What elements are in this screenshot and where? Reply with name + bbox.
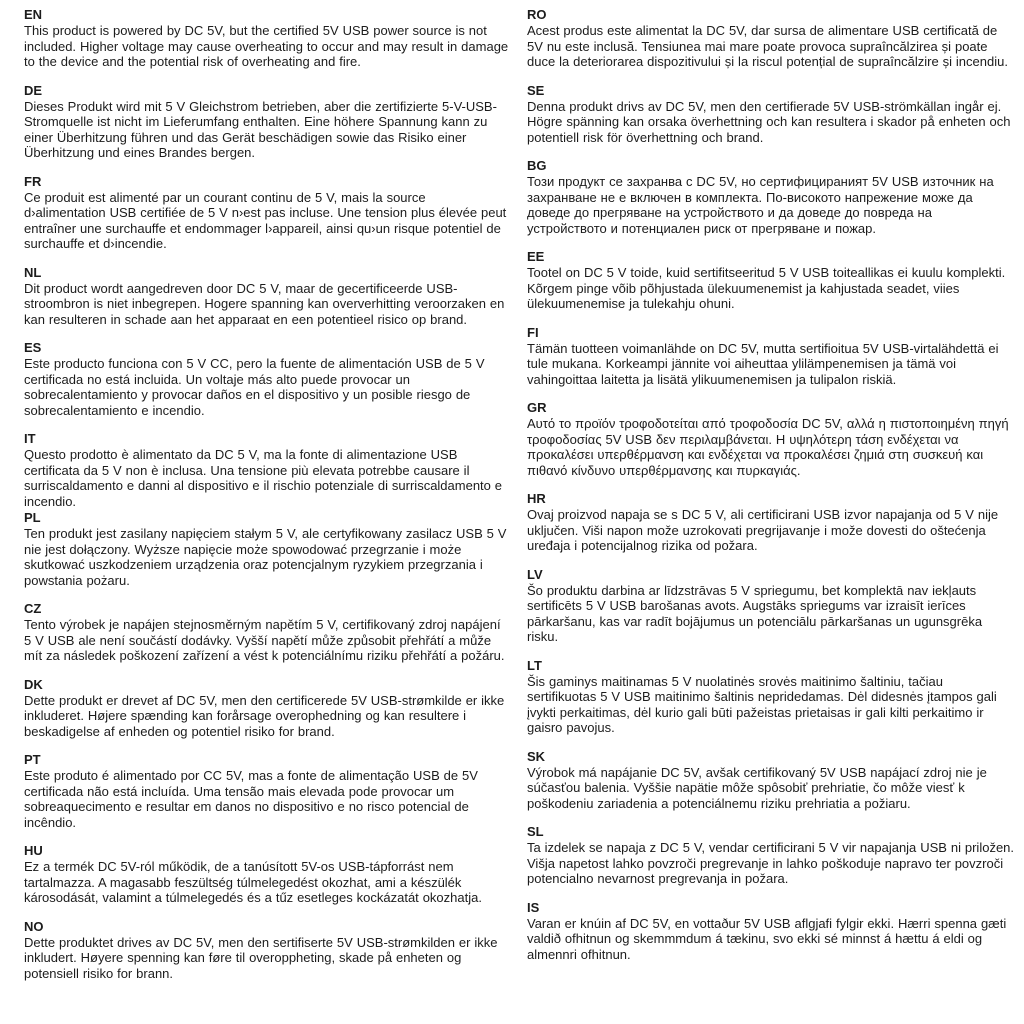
lang-code-it: IT [24,431,36,446]
lang-code-lt: LT [527,657,542,673]
lang-code-is: IS [527,899,540,915]
lang-text-nl: Dit product wordt aangedreven door DC 5 V, maar de gecertificeerde USB-stroombron is niet inbegrepen. Hogere spanning kan oververhitting veroorzaken en kan resulteren in schade aan het apparaat en een potentieel risico op brand. [24,280,505,327]
left-column [24,7,511,1024]
lang-code-dk: DK [24,676,43,692]
lang-block-gr [527,400,1014,478]
lang-text-no: Dette produktet drives av DC 5V, men den sertifiserte 5V USB-strømkilden er ikke inkludert. Høyere spenning kan føre til overoppheting, skade på enheten og potensiell risiko for brann. [24,934,498,981]
lang-block-sk [527,749,1014,812]
lang-block-sl [527,824,1014,887]
lang-code-en: EN [24,7,43,22]
lang-code-ro: RO [527,7,547,22]
lang-text-gr: Αυτό το προϊόν τροφοδοτείται από τροφοδοσία DC 5V, αλλά η πιστοποιημένη πηγή τροφοδοσίας 5V USB δεν περιλαμβάνεται. Η υψηλότερη τάση ενδέχεται να προκαλέσει υπερθέρμανση και ενδέχεται να προκαλέσει ζημιά στη συσκευή και πιθανό κίνδυνο υπερθέρμανσης και πυρκαγιάς. [527,416,1009,478]
lang-code-fi: FI [527,324,539,340]
lang-code-hr: HR [527,491,546,506]
lang-code-sk: SK [527,748,546,764]
lang-block-fi [527,325,1014,388]
lang-code-nl: NL [24,264,42,280]
lang-block-dk [24,677,511,740]
lang-text-sk: Výrobok má napájanie DC 5V, avšak certifikovaný 5V USB napájací zdroj nie je súčasťou balenia. Vyššie napätie môže spôsobiť prehriatie, čo môže viesť k poškodeniu zariadenia a potenciálnemu riziku prehriatia a požiaru. [527,764,987,811]
lang-code-es: ES [24,340,42,355]
lang-code-ee: EE [527,249,545,264]
right-column [527,7,1014,1024]
lang-code-pt: PT [24,752,41,767]
lang-text-pl: Ten produkt jest zasilany napięciem stałym 5 V, ale certyfikowany zasilacz USB 5 V nie jest dołączony. Wyższe napięcie może spowodować przegrzanie i może skutkować uszkodzeniem urządzenia oraz potencjalnym ryzykiem przegrzania i powstania pożaru. [24,526,507,588]
lang-text-lt: Šis gaminys maitinamas 5 V nuolatinės srovės maitinimo šaltiniu, tačiau sertifikuotas 5 V USB maitinimo šaltinis nepridedamas. Dėl didesnės įtampos gali įvykti perkaitimas, dėl kurio gali būti pažeistas prietaisas ir gali kilti perkaitimo ir gaisro pavojus. [527,673,997,735]
lang-text-lv: Šo produktu darbina ar līdzstrāvas 5 V spriegumu, bet komplektā nav iekļauts sertificēts 5 V USB barošanas avots. Augstāks spriegums var izraisīt ierīces pārkaršanu, kas var radīt bojājumus un potenciālu pārkaršanas un ugunsgrēka risku. [527,582,983,644]
lang-text-sl: Ta izdelek se napaja z DC 5 V, vendar certificirani 5 V vir napajanja USB ni priložen. Višja napetost lahko povzroči pregrevanje in lahko poškoduje napravo ter povzroči potencialno nevarnost pregrevanja in požara. [527,840,1015,886]
lang-block-hr [527,491,1014,554]
lang-block-is [527,900,1014,963]
lang-block-fr [24,174,511,252]
lang-block-en [24,7,511,70]
lang-text-it: Questo prodotto è alimentato da DC 5 V, ma la fonte di alimentazione USB certificata da 5 V non è inclusa. Una tensione più elevata potrebbe causare il surriscaldamento e danni al dispositivo e il rischio potenziale di surriscaldamento e incendio. [24,447,503,509]
lang-text-ro: Acest produs este alimentat la DC 5V, dar sursa de alimentare USB certificată de 5V nu este inclusă. Tensiunea mai mare poate provoca supraîncălzirea și poate duce la deteriorarea dispozitivului și la riscul potențial de supraîncălzire și incendiu. [527,23,1008,69]
lang-block-it [24,431,511,509]
lang-block-ro [527,7,1014,70]
lang-text-cz: Tento výrobek je napájen stejnosměrným napětím 5 V, certifikovaný zdroj napájení 5 V USB ale není součástí dodávky. Vyšší napětí může způsobit přehřátí a může mít za následek poškození zařízení a vést k potenciálnímu riziku přehřátí a požáru. [24,617,505,663]
lang-text-hu: Ez a termék DC 5V-ról működik, de a tanúsított 5V-os USB-tápforrást nem tartalmazza. A magasabb feszültség túlmelegedést okozhat, ami a készülék károsodását, valamint a túlmelegedés és a tűz esetleges kockázatát okozhatja. [24,859,482,905]
lang-block-pl [24,510,511,588]
lang-block-lt [527,658,1014,736]
lang-text-fr: Ce produit est alimenté par un courant continu de 5 V, mais la source d›alimentation USB certifiée de 5 V n›est pas incluse. Une tension plus élevée peut entraîner une surchauffe et endommager l›appareil, ainsi qu›un risque potentiel de surchauffe et d›incendie. [24,189,507,251]
lang-code-fr: FR [24,173,42,189]
lang-code-de: DE [24,82,43,98]
lang-code-cz: CZ [24,601,42,616]
lang-block-cz [24,601,511,664]
lang-code-no: NO [24,918,44,934]
lang-text-ee: Tootel on DC 5 V toide, kuid sertifitseeritud 5 V USB toiteallikas ei kuulu komplekti. Kõrgem pinge võib põhjustada ülekuumenemist ja kahjustada seadet, viies ülekuumenemise ja tulekahju ohuni. [527,265,1006,311]
lang-text-dk: Dette produkt er drevet af DC 5V, men den certificerede 5V USB-strømkilde er ikke inkluderet. Højere spænding kan forårsage overophedning og kan resultere i beskadigelse af enheden og potentiel risiko for brand. [24,692,505,739]
lang-code-hu: HU [24,843,43,858]
lang-block-hu [24,843,511,906]
lang-block-no [24,919,511,982]
lang-text-de: Dieses Produkt wird mit 5 V Gleichstrom betrieben, aber die zertifizierte 5-V-USB-Stromquelle ist nicht im Lieferumfang enthalten. Eine höhere Spannung kann zu einer Überhitzung führen und das Gerät beschädigen sowie das Risiko einer Überhitzung und eines Brandes bergen. [24,98,497,160]
lang-block-es [24,340,511,418]
lang-block-bg [527,158,1014,236]
lang-code-sl: SL [527,824,544,839]
lang-text-pt: Este produto é alimentado por CC 5V, mas a fonte de alimentação USB de 5V certificada não está incluída. Uma tensão mais elevada pode provocar um sobreaquecimento e resultar em danos no dispositivo e no risco potencial de incêndio. [24,768,478,830]
lang-code-lv: LV [527,566,543,582]
lang-text-se: Denna produkt drivs av DC 5V, men den certifierade 5V USB-strömkällan ingår ej. Högre spänning kan orsaka överhettning och kan resultera i skador på enheten och potentiell risk för överhettning och brand. [527,98,1011,145]
lang-text-en: This product is powered by DC 5V, but the certified 5V USB power source is not included. Higher voltage may cause overheating to occur and may result in damage to the device and the potential risk of overheating and fire. [24,23,509,69]
lang-block-pt [24,752,511,830]
lang-block-ee [527,249,1014,312]
lang-block-se [527,83,1014,146]
lang-block-nl [24,265,511,328]
lang-text-bg: Този продукт се захранва с DC 5V, но сертифицираният 5V USB източник на захранване не е включен в комплекта. По-високото напрежение може да доведе до прегряване на устройството и да доведе до повреда на устройството и потенциален риск от прегряване и пожар. [527,174,994,236]
lang-text-es: Este producto funciona con 5 V CC, pero la fuente de alimentación USB de 5 V certificada no está incluida. Un voltaje más alto puede provocar un sobrecalentamiento y provocar daños en el dispositivo y un posible riesgo de sobrecalentamiento e incendio. [24,356,485,418]
lang-code-pl: PL [24,510,41,525]
lang-text-is: Varan er knúin af DC 5V, en vottaður 5V USB aflgjafi fylgir ekki. Hærri spenna gæti valdið ofhitnun og skemmmdum á tækinu, svo ekki sé minnst á hættu á eldi og almennri ofhitnun. [527,915,1007,962]
lang-text-hr: Ovaj proizvod napaja se s DC 5 V, ali certificirani USB izvor napajanja od 5 V nije uključen. Viši napon može uzrokovati pregrijavanje i može dovesti do oštećenja uređaja i potencijalnog rizika od požara. [527,507,999,553]
lang-code-se: SE [527,82,545,98]
lang-code-gr: GR [527,400,547,415]
lang-block-lv [527,567,1014,645]
lang-code-bg: BG [527,158,547,173]
lang-block-de [24,83,511,161]
lang-text-fi: Tämän tuotteen voimanlähde on DC 5V, mutta sertifioitua 5V USB-virtalähdettä ei tule mukana. Korkeampi jännite voi aiheuttaa ylilämpenemisen ja tämä voi vahingoittaa laitetta ja lisätä ylikuumenemisen ja tulipalon riskiä. [527,340,999,387]
